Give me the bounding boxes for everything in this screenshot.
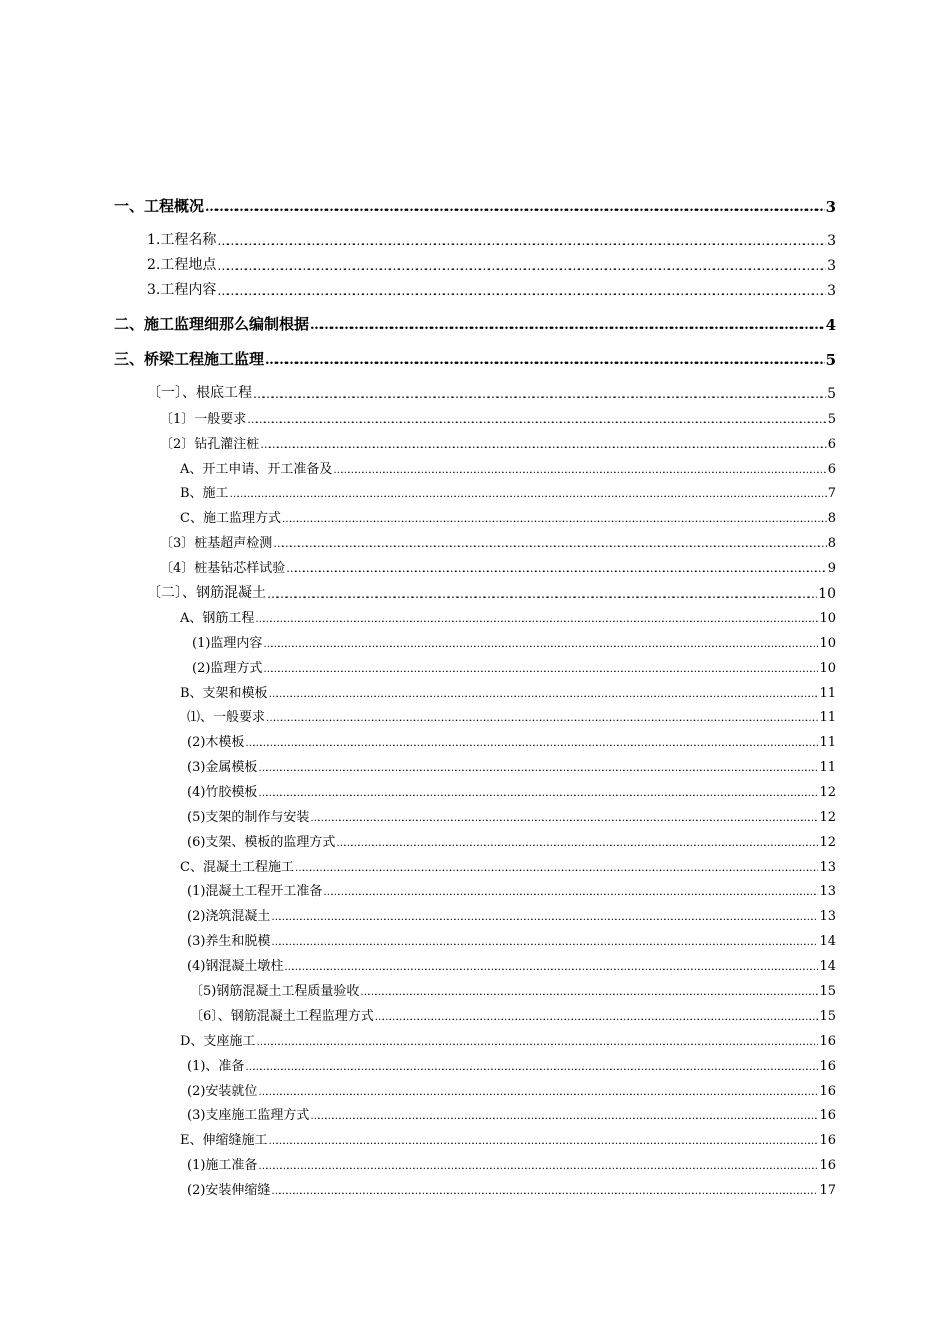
toc-entry[interactable] [147,383,836,402]
toc-entry[interactable] [187,732,836,750]
toc-entry-page: 16 [819,1158,836,1173]
dot-leader [336,832,818,850]
dot-leader [271,931,818,949]
toc-entry-page: 16 [819,1034,836,1049]
dot-leader [247,409,826,427]
toc-entry[interactable] [180,683,836,701]
toc-entry[interactable] [180,1130,836,1148]
toc-entry-page: 10 [818,586,836,602]
toc-entry-label: A、钢筋工程 [180,611,255,626]
toc-entry[interactable] [180,508,836,526]
toc-entry-label: B、施工 [180,486,229,501]
toc-entry-page: 11 [819,710,836,725]
toc-entry-label: (1)、准备 [187,1059,245,1074]
toc-entry-page: 5 [825,351,836,369]
toc-entry[interactable] [187,1081,836,1099]
toc-entry-label: (1)监理内容 [192,636,263,651]
toc-entry[interactable] [187,1155,836,1173]
toc-entry[interactable] [187,1180,836,1198]
toc-entry-page: 5 [827,412,836,427]
toc-entry-label: 〔3〕桩基超声检测 [160,536,273,551]
toc-entry-page: 4 [825,316,836,334]
toc-entry-label: 二、施工监理细那么编制根据 [114,315,310,333]
toc-entry-page: 7 [827,486,836,501]
toc-entry-label: C、混凝土工程施工 [180,860,294,875]
dot-leader [253,383,826,402]
dot-leader [323,881,818,899]
toc-entry-label: 〔6〕、钢筋混凝土工程监理方式 [190,1009,374,1024]
dot-leader [255,608,818,626]
toc-entry[interactable] [147,255,836,274]
dot-leader [258,757,818,775]
toc-entry[interactable] [190,981,836,999]
dot-leader [269,1130,819,1148]
toc-entry-page: 11 [819,735,836,750]
toc-entry-page: 12 [819,810,836,825]
toc-entry[interactable] [187,1056,836,1074]
dot-leader [245,732,818,750]
toc-entry-page: 10 [819,636,836,651]
toc-entry[interactable] [187,757,836,775]
dot-leader [258,782,818,800]
toc-entry[interactable] [187,906,836,924]
toc-entry[interactable] [114,349,836,369]
dot-leader [310,314,825,334]
toc-entry-page: 15 [819,984,836,999]
toc-entry-page: 3 [827,283,836,299]
toc-entry-label: (3)金属模板 [187,760,258,775]
dot-leader [286,558,826,576]
dot-leader [205,196,825,216]
toc-entry[interactable] [114,314,836,334]
toc-entry-page: 9 [827,561,836,576]
toc-entry-page: 6 [827,462,836,477]
dot-leader [266,707,818,725]
toc-entry-label: 3.工程内容 [147,282,217,298]
dot-leader [295,857,819,875]
toc-entry[interactable] [180,857,836,875]
toc-entry-label: (3)养生和脱模 [187,934,271,949]
dot-leader [271,1180,818,1198]
dot-leader [360,981,818,999]
toc-entry-page: 3 [827,233,836,249]
toc-entry[interactable] [187,832,836,850]
toc-entry-page: 12 [819,835,836,850]
toc-entry[interactable] [187,1105,836,1123]
toc-entry[interactable] [180,1031,836,1049]
toc-entry-label: 2.工程地点 [147,257,217,273]
toc-entry-label: 〔1〕一般要求 [160,412,247,427]
dot-leader [217,280,826,299]
toc-entry-page: 10 [819,661,836,676]
toc-entry[interactable] [190,1006,836,1024]
dot-leader [260,434,826,452]
toc-entry-label: (2)安装伸缩缝 [187,1183,271,1198]
toc-entry-label: (5)支架的制作与安装 [187,810,310,825]
toc-entry-page: 8 [827,511,836,526]
dot-leader [310,807,818,825]
toc-entry-page: 16 [819,1133,836,1148]
toc-entry-page: 3 [827,258,836,274]
toc-entry-label: 〔5)钢筋混凝土工程质量验收 [190,984,360,999]
toc-entry-label: (1)混凝土工程开工准备 [187,884,323,899]
toc-entry-label: (2)监理方式 [192,661,263,676]
toc-entry-label: (3)支座施工监理方式 [187,1108,310,1123]
toc-entry-page: 15 [819,1009,836,1024]
toc-entry[interactable] [187,956,836,974]
toc-entry-label: (4)竹胶模板 [187,785,258,800]
toc-entry[interactable] [180,459,836,477]
toc-entry[interactable] [187,881,836,899]
dot-leader [258,1155,818,1173]
toc-entry[interactable] [187,707,836,725]
toc-entry-label: ⑴、一般要求 [187,710,266,725]
toc-entry-page: 12 [819,785,836,800]
toc-entry-page: 5 [827,386,836,402]
toc-entry-page: 14 [819,934,836,949]
toc-entry-page: 16 [819,1108,836,1123]
toc-entry-label: 三、桥梁工程施工监理 [114,350,265,368]
toc-entry-page: 14 [819,959,836,974]
toc-entry-label: (2)安装就位 [187,1084,258,1099]
toc-entry[interactable] [192,633,836,651]
toc-entry-label: 〔4〕桩基钻芯样试验 [160,561,286,576]
toc-entry-label: E、伸缩缝施工 [180,1133,268,1148]
dot-leader [282,508,827,526]
toc-entry-label: (2)浇筑混凝土 [187,909,271,924]
toc-entry-page: 11 [819,760,836,775]
dot-leader [256,1031,818,1049]
toc-entry[interactable] [180,483,836,501]
dot-leader [267,583,817,602]
dot-leader [245,1056,818,1074]
dot-leader [273,533,826,551]
toc-entry-label: (2)木模板 [187,735,245,750]
toc-entry[interactable] [187,807,836,825]
toc-entry-label: 〔2〕钻孔灌注桩 [160,437,260,452]
toc-entry-page: 11 [819,686,836,701]
dot-leader [263,633,818,651]
toc-entry-label: D、支座施工 [180,1034,256,1049]
dot-leader [375,1006,819,1024]
dot-leader [217,255,826,274]
toc-entry[interactable] [187,782,836,800]
dot-leader [263,658,818,676]
dot-leader [333,459,826,477]
toc-entry[interactable] [147,230,836,249]
toc-entry-page: 13 [819,884,836,899]
dot-leader [230,483,827,501]
toc-entry-label: C、施工监理方式 [180,511,281,526]
toc-entry-page: 16 [819,1059,836,1074]
dot-leader [217,230,826,249]
dot-leader [310,1105,818,1123]
toc-entry-label: 〔二〕、钢筋混凝土 [147,585,266,601]
dot-leader [284,956,818,974]
dot-leader [271,906,818,924]
toc-entry-page: 17 [819,1183,836,1198]
toc-entry-label: B、支架和模板 [180,686,268,701]
toc-entry-page: 6 [827,437,836,452]
toc-entry[interactable] [187,931,836,949]
toc-entry[interactable] [114,196,836,216]
toc-entry[interactable] [160,533,836,551]
toc-entry[interactable] [160,434,836,452]
toc-entry[interactable] [192,658,836,676]
toc-entry-page: 3 [825,198,836,216]
dot-leader [258,1081,818,1099]
toc-entry-page: 16 [819,1084,836,1099]
toc-entry[interactable] [180,608,836,626]
toc-entry-page: 10 [819,611,836,626]
toc-entry[interactable] [147,280,836,299]
toc-entry-page: 13 [819,860,836,875]
dot-leader [269,683,819,701]
toc-entry-label: 〔一〕、根底工程 [147,385,252,401]
toc-entry-label: (1)施工准备 [187,1158,258,1173]
toc-entry-label: 一、工程概况 [114,197,205,215]
dot-leader [265,349,825,369]
toc-entry-label: (4)钢混凝土墩柱 [187,959,284,974]
toc-entry[interactable] [160,409,836,427]
toc-entry-label: A、开工申请、开工准备及 [180,462,333,477]
toc-entry[interactable] [147,583,836,602]
toc-entry-label: 1.工程名称 [147,232,217,248]
toc-entry-page: 13 [819,909,836,924]
toc-entry[interactable] [160,558,836,576]
toc-entry-page: 8 [827,536,836,551]
toc-entry-label: (6)支架、模板的监理方式 [187,835,336,850]
